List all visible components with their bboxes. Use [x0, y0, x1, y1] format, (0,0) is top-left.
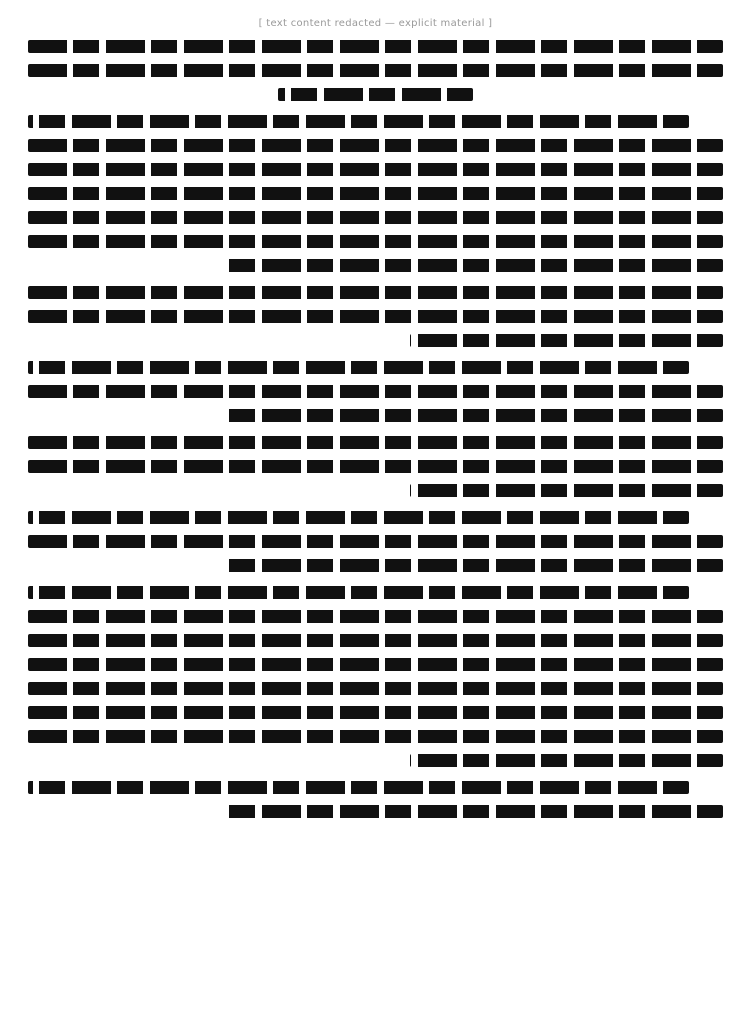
paragraph — [28, 115, 723, 272]
redacted-text-line — [410, 754, 723, 767]
redacted-text-line — [223, 805, 723, 818]
paragraph — [28, 436, 723, 497]
redacted-text-line — [28, 610, 723, 623]
paragraph — [28, 286, 723, 347]
redacted-text-line — [28, 187, 723, 200]
redacted-text-line — [28, 286, 723, 299]
redacted-text-line — [28, 730, 723, 743]
redaction-notice: [ text content redacted — explicit material ] — [258, 18, 493, 29]
redacted-text-line — [28, 235, 723, 248]
paragraph — [28, 361, 723, 422]
paragraph — [28, 781, 723, 818]
redacted-text-line — [28, 460, 723, 473]
text-body — [28, 40, 723, 818]
redacted-text-line — [28, 682, 723, 695]
redacted-text-line — [28, 586, 689, 599]
redacted-text-line — [28, 40, 723, 53]
redacted-text-line — [28, 436, 723, 449]
paragraph — [28, 586, 723, 767]
redacted-text-line — [410, 334, 723, 347]
redacted-text-line — [28, 385, 723, 398]
redacted-text-line — [28, 634, 723, 647]
redacted-text-line — [28, 706, 723, 719]
redacted-text-line — [28, 163, 723, 176]
redacted-text-line — [28, 535, 723, 548]
redacted-text-line — [28, 139, 723, 152]
redacted-text-line — [223, 559, 723, 572]
redacted-text-line — [28, 115, 689, 128]
redacted-text-line — [28, 511, 689, 524]
paragraph — [28, 40, 723, 101]
redacted-text-line — [223, 259, 723, 272]
redacted-text-line — [28, 310, 723, 323]
redacted-text-line — [28, 211, 723, 224]
redacted-text-line — [28, 781, 689, 794]
redacted-text-line — [28, 361, 689, 374]
redacted-text-line — [223, 409, 723, 422]
redacted-text-line — [28, 64, 723, 77]
paragraph — [28, 511, 723, 572]
redacted-text-line — [410, 484, 723, 497]
redacted-text-line — [278, 88, 473, 101]
redacted-text-line — [28, 658, 723, 671]
